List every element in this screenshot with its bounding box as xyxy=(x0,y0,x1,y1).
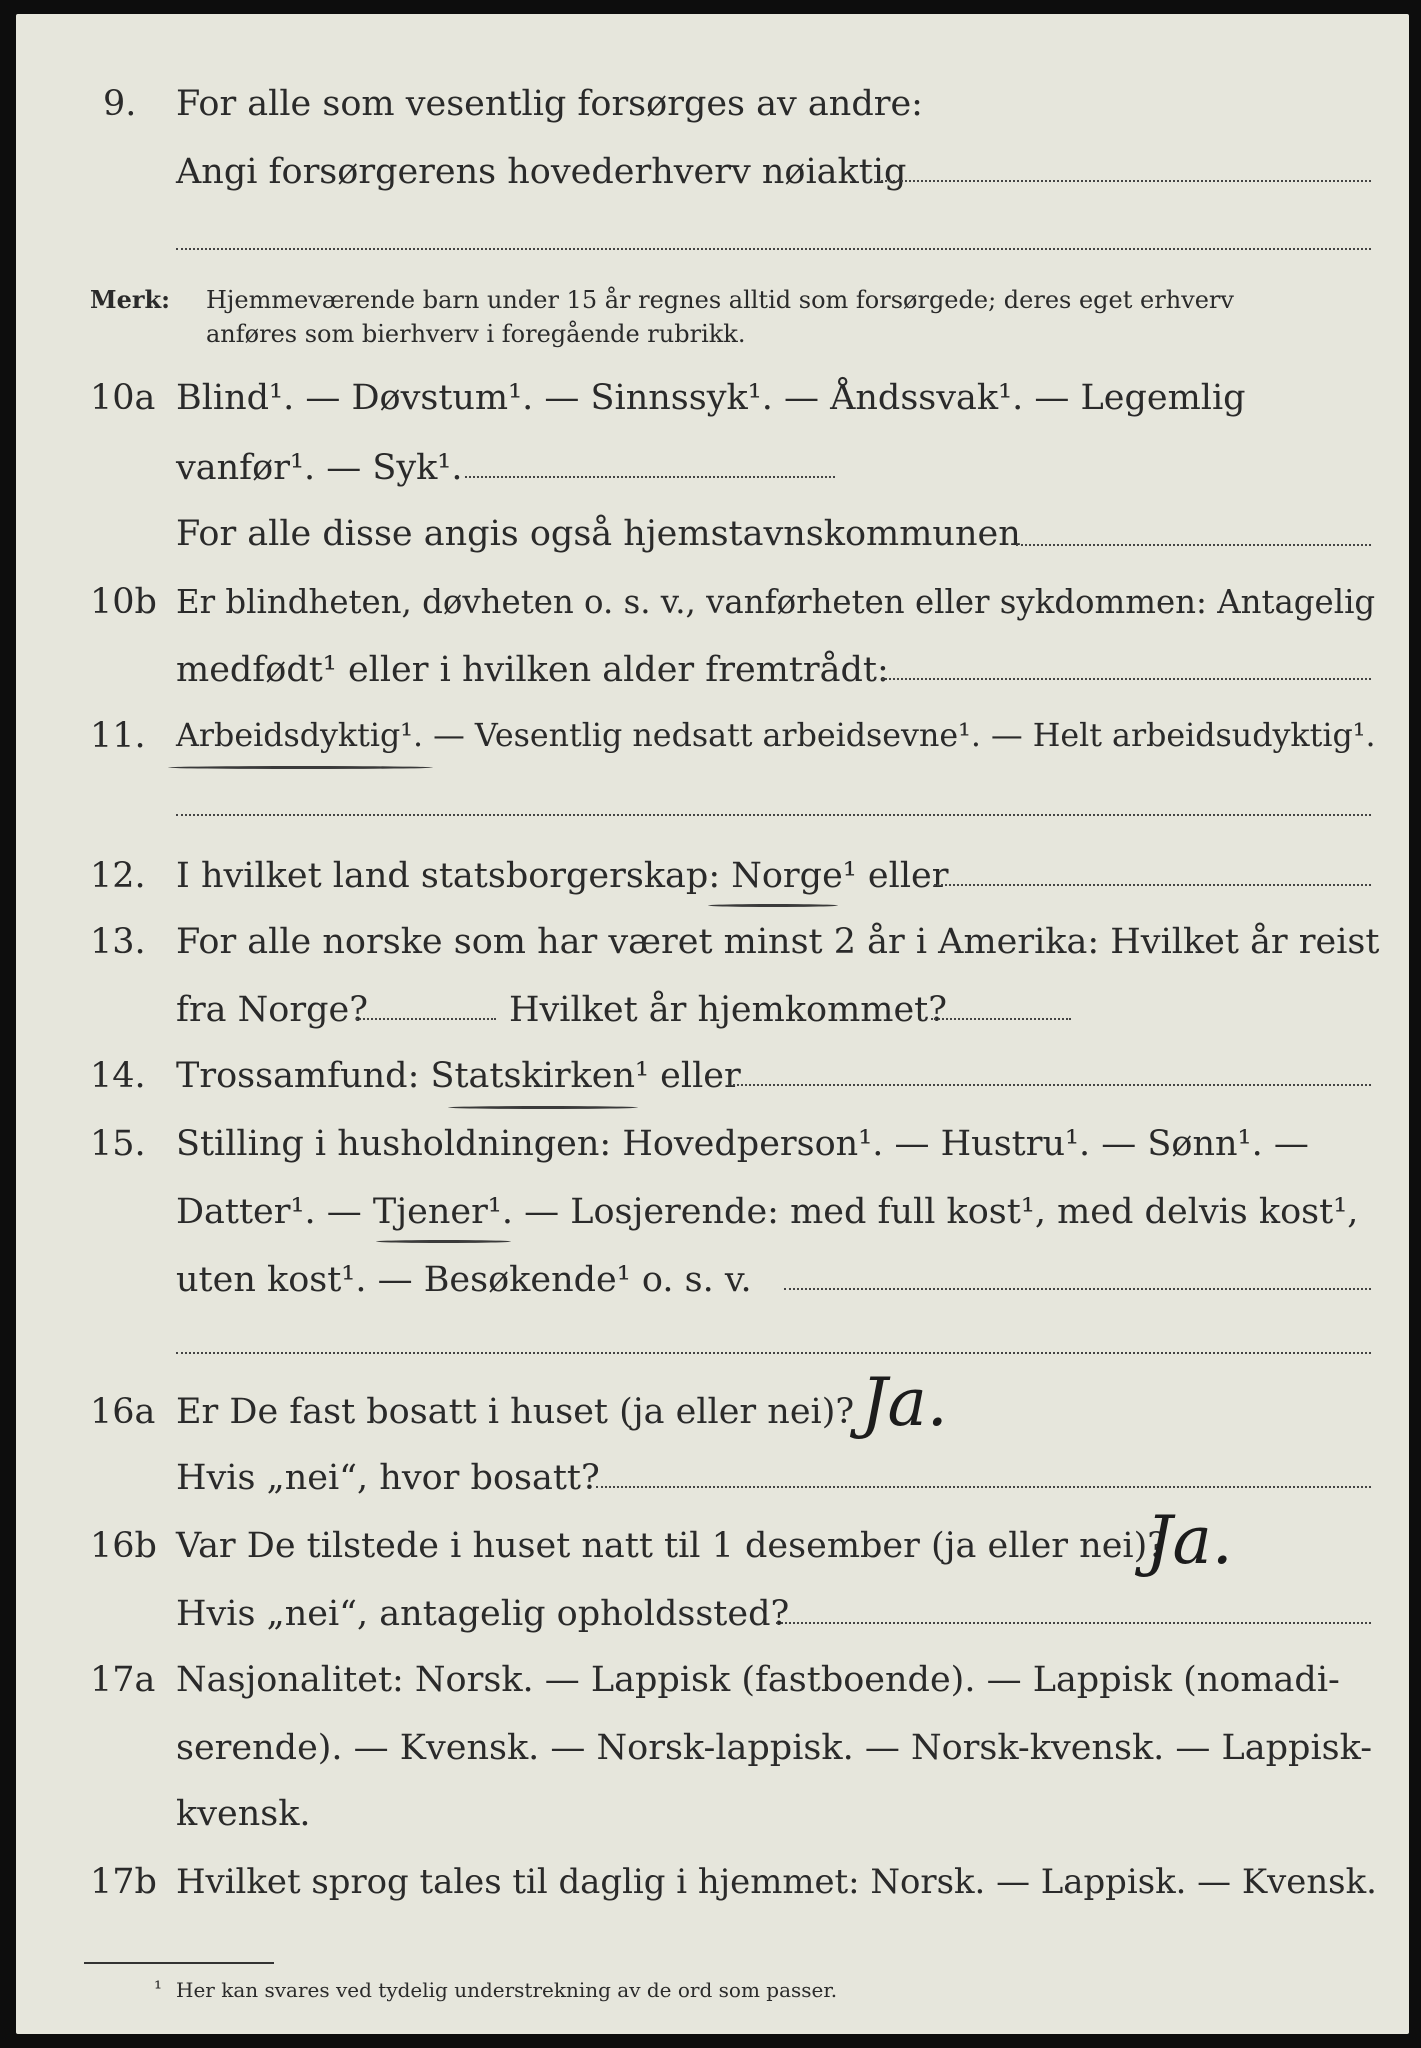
q10a-hjemstavn-field[interactable] xyxy=(1016,544,1371,546)
question-number-15: 15. xyxy=(90,1124,146,1164)
question-number-10b: 10b xyxy=(90,582,157,622)
merk-label: Merk: xyxy=(90,285,170,314)
q11-text-line1: Arbeidsdyktig¹. — Vesentlig nedsatt arbeidsevne¹. — Helt arbeidsudyktig¹. xyxy=(176,718,1376,754)
q10b-answer-field[interactable] xyxy=(882,678,1371,680)
footnote-text: Her kan svares ved tydelig understrekning av de ord som passer. xyxy=(176,1978,838,2002)
q16a-bosatt-field[interactable] xyxy=(596,1486,1371,1488)
q17b-text-line1: Hvilket sprog tales til daglig i hjemmet: Norsk. — Lappisk. — Kvensk. xyxy=(176,1862,1377,1901)
q9-answer-field-extra[interactable] xyxy=(176,248,1371,250)
q10a-text-line3: For alle disse angis også hjemstavnskommunen xyxy=(176,514,1021,554)
q17a-text-line1: Nasjonalitet: Norsk. — Lappisk (fastboende). — Lappisk (nomadi- xyxy=(176,1660,1340,1700)
underline-statskirken xyxy=(448,1106,638,1109)
q16a-text-line2: Hvis „nei“, hvor bosatt? xyxy=(176,1458,600,1498)
question-number-16b: 16b xyxy=(90,1526,157,1566)
q14-text-line1: Trossamfund: Statskirken¹ eller xyxy=(176,1056,741,1096)
question-number-17a: 17a xyxy=(90,1660,156,1700)
q10b-text-line2: medfødt¹ eller i hvilken alder fremtrådt: xyxy=(176,650,889,690)
q12-text-line1: I hvilket land statsborgerskap: Norge¹ eller xyxy=(176,856,949,896)
question-number-12: 12. xyxy=(90,856,146,896)
underline-tjener xyxy=(376,1240,511,1243)
merk-text-line1: Hjemmeværende barn under 15 år regnes alltid som forsørgede; deres eget erhverv xyxy=(206,286,1234,314)
q13-text-line2a: fra Norge? xyxy=(176,990,368,1030)
footnote-mark: ¹ xyxy=(154,1976,163,2000)
q10a-text-line2: vanfør¹. — Syk¹. xyxy=(176,448,463,488)
q13-text-line1: For alle norske som har været minst 2 år i Amerika: Hvilket år reist xyxy=(176,922,1380,962)
q12-answer-field[interactable] xyxy=(934,884,1371,886)
underline-norge xyxy=(708,904,838,907)
question-number-11: 11. xyxy=(90,716,146,756)
q13-text-line2b: Hvilket år hjemkommet? xyxy=(509,990,948,1030)
q16b-text-line1: Var De tilstede i huset natt til 1 desember (ja eller nei)? xyxy=(176,1526,1167,1566)
q9-text-line2: Angi forsørgerens hovederhverv nøiaktig xyxy=(176,152,907,192)
q11-answer-field[interactable] xyxy=(176,814,1371,816)
question-number-9: 9. xyxy=(103,84,137,124)
q16b-text-line2: Hvis „nei“, antagelig opholdssted? xyxy=(176,1594,790,1634)
q9-answer-field[interactable] xyxy=(878,180,1371,182)
question-number-13: 13. xyxy=(90,922,146,962)
q14-answer-field[interactable] xyxy=(728,1084,1371,1086)
question-number-16a: 16a xyxy=(90,1392,156,1432)
q16a-handwritten-answer: Ja. xyxy=(861,1364,948,1441)
merk-text-line2: anføres som bierhverv i foregående rubrikk. xyxy=(206,320,746,348)
q17a-text-line2: serende). — Kvensk. — Norsk-lappisk. — Norsk-kvensk. — Lappisk- xyxy=(176,1728,1373,1768)
q16a-text-line1: Er De fast bosatt i huset (ja eller nei)? xyxy=(176,1392,855,1432)
q10b-text-line1: Er blindheten, døvheten o. s. v., vanførheten eller sykdommen: Antagelig xyxy=(176,583,1376,621)
q15-answer-field[interactable] xyxy=(784,1288,1371,1290)
underline-arbeidsdyktig xyxy=(168,766,433,769)
q13-reist-field[interactable] xyxy=(356,1018,496,1020)
q17a-text-line3: kvensk. xyxy=(176,1794,311,1834)
question-number-14: 14. xyxy=(90,1056,146,1096)
question-number-10a: 10a xyxy=(90,378,156,418)
q15-text-line1: Stilling i husholdningen: Hovedperson¹. — Hustru¹. — Sønn¹. — xyxy=(176,1124,1309,1164)
q15-text-line3: uten kost¹. — Besøkende¹ o. s. v. xyxy=(176,1260,752,1300)
footnote-rule xyxy=(84,1962,274,1964)
q16b-opholdssted-field[interactable] xyxy=(776,1622,1371,1624)
census-form-sheet xyxy=(16,14,1409,2034)
q10a-text-line1: Blind¹. — Døvstum¹. — Sinnssyk¹. — Åndssvak¹. — Legemlig xyxy=(176,378,1246,418)
q15-answer-field-extra[interactable] xyxy=(176,1352,1371,1354)
q13-hjemkommet-field[interactable] xyxy=(931,1018,1071,1020)
question-number-17b: 17b xyxy=(90,1862,157,1902)
q16b-handwritten-answer: Ja. xyxy=(1146,1502,1233,1579)
q10a-answer-field[interactable] xyxy=(465,476,835,478)
q15-text-line2: Datter¹. — Tjener¹. — Losjerende: med full kost¹, med delvis kost¹, xyxy=(176,1192,1359,1232)
q9-text-line1: For alle som vesentlig forsørges av andre: xyxy=(176,84,923,124)
